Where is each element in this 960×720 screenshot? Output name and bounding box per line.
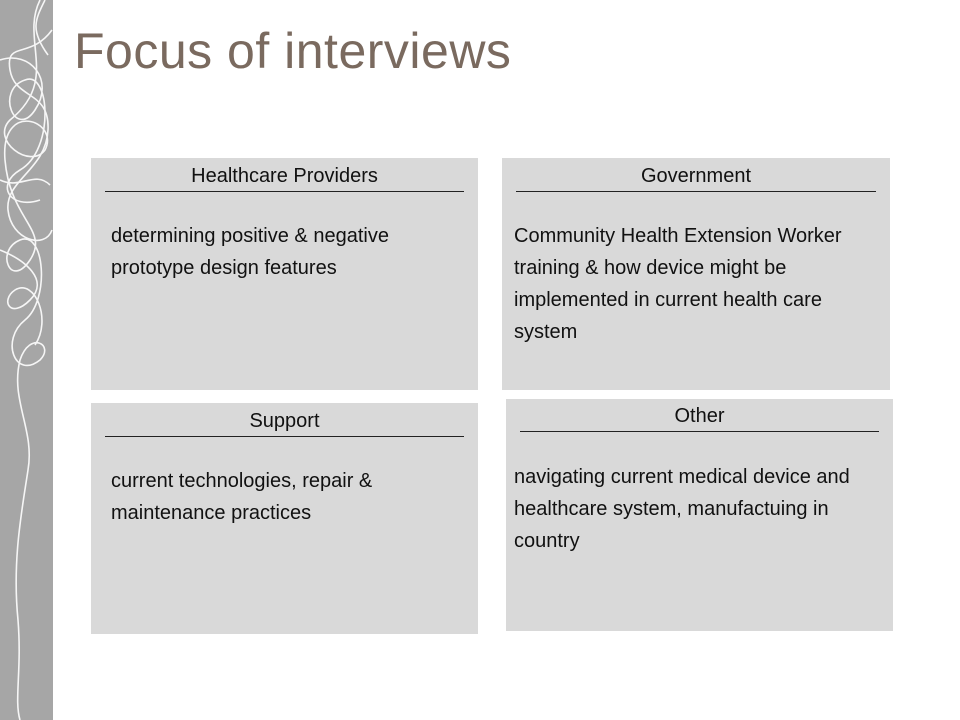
card-other (506, 399, 893, 631)
scribble-lines-graphic (0, 0, 53, 720)
card-support (91, 403, 478, 634)
card-heading: Support (105, 409, 464, 437)
card-healthcare-providers (91, 158, 478, 390)
card-heading: Other (520, 404, 879, 432)
card-heading: Government (516, 164, 876, 192)
card-government (502, 158, 890, 390)
card-body-text: current technologies, repair & maintenance practices (111, 470, 373, 524)
card-heading: Healthcare Providers (105, 164, 464, 192)
card-body-text: determining positive & negative prototype design features (111, 225, 389, 279)
card-body-text: navigating current medical device and healthcare system, manufactuing in country (514, 466, 850, 552)
decorative-side-strip (0, 0, 53, 720)
slide-title: Focus of interviews (74, 23, 512, 79)
card-body-text: Community Health Extension Worker training & how device might be implemented in current health care system (514, 225, 842, 343)
